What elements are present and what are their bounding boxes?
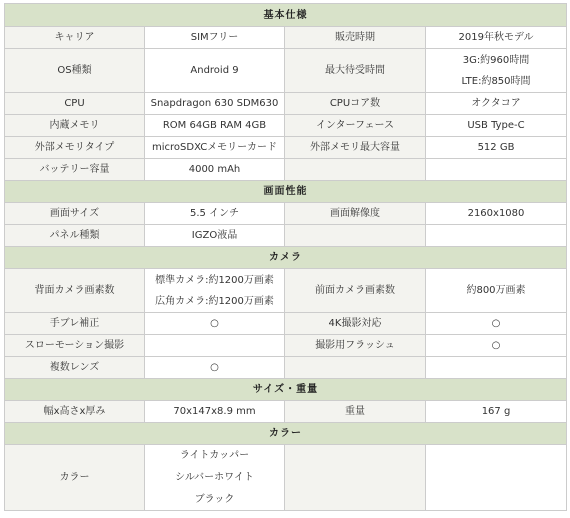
- empty-cell: [426, 445, 567, 511]
- empty-cell: [285, 225, 426, 247]
- os-label: OS種類: [5, 49, 145, 93]
- table-row: [5, 115, 567, 137]
- stabilizer-value: ○: [145, 313, 285, 335]
- standby-3g-value: 3G:約960時間: [462, 54, 530, 66]
- color-option: シルバーホワイト: [175, 472, 254, 483]
- standby-value: [426, 49, 567, 93]
- ext-memory-max-value: 512 GB: [426, 137, 567, 159]
- standby-label: 最大待受時間: [285, 49, 426, 93]
- spec-table: [4, 3, 567, 511]
- multi-lens-value: ○: [145, 357, 285, 379]
- memory-value: ROM 64GB RAM 4GB: [145, 115, 285, 137]
- video-4k-label: 4K撮影対応: [285, 313, 426, 335]
- weight-label: 重量: [285, 401, 426, 423]
- table-row: [5, 27, 567, 49]
- cpu-cores-value: オクタコア: [426, 93, 567, 115]
- section-row: [5, 181, 567, 203]
- ext-memory-type-label: 外部メモリタイプ: [5, 137, 145, 159]
- screen-size-value: 5.5 インチ: [145, 203, 285, 225]
- dimensions-label: 幅x高さx厚み: [5, 401, 145, 423]
- color-option: ライトカッパー: [179, 450, 250, 461]
- dimensions-value: 70x147x8.9 mm: [145, 401, 285, 423]
- resolution-label: 画面解像度: [285, 203, 426, 225]
- rear-camera-value: [145, 269, 285, 313]
- table-row: [5, 335, 567, 357]
- table-row: [5, 313, 567, 335]
- video-4k-value: ○: [426, 313, 567, 335]
- rear-camera-label: 背面カメラ画素数: [5, 269, 145, 313]
- release-label: 販売時期: [285, 27, 426, 49]
- empty-cell: [285, 357, 426, 379]
- stabilizer-label: 手ブレ補正: [5, 313, 145, 335]
- rear-camera-wide: 広角カメラ:約1200万画素: [155, 295, 274, 307]
- section-header-size: サイズ・重量: [5, 379, 567, 401]
- multi-lens-label: 複数レンズ: [5, 357, 145, 379]
- table-row: [5, 445, 567, 511]
- cpu-cores-label: CPUコア数: [285, 93, 426, 115]
- section-row: [5, 247, 567, 269]
- weight-value: 167 g: [426, 401, 567, 423]
- section-row: [5, 423, 567, 445]
- section-header-color: カラー: [5, 423, 567, 445]
- color-option: ブラック: [194, 494, 235, 505]
- panel-type-label: パネル種類: [5, 225, 145, 247]
- table-row: [5, 93, 567, 115]
- front-camera-value: 約800万画素: [426, 269, 567, 313]
- panel-type-value: IGZO液晶: [145, 225, 285, 247]
- table-row: [5, 357, 567, 379]
- standby-lte-value: LTE:約850時間: [461, 75, 531, 87]
- table-row: [5, 137, 567, 159]
- table-row: [5, 225, 567, 247]
- carrier-value: SIMフリー: [145, 27, 285, 49]
- resolution-value: 2160x1080: [426, 203, 567, 225]
- slow-motion-label: スローモーション撮影: [5, 335, 145, 357]
- battery-label: バッテリー容量: [5, 159, 145, 181]
- empty-cell: [285, 159, 426, 181]
- battery-value: 4000 mAh: [145, 159, 285, 181]
- os-value: Android 9: [145, 49, 285, 93]
- section-row: [5, 379, 567, 401]
- section-header-screen: 画面性能: [5, 181, 567, 203]
- table-row: [5, 401, 567, 423]
- memory-label: 内蔵メモリ: [5, 115, 145, 137]
- interface-value: USB Type-C: [426, 115, 567, 137]
- table-row: [5, 203, 567, 225]
- front-camera-label: 前面カメラ画素数: [285, 269, 426, 313]
- empty-cell: [426, 159, 567, 181]
- table-row: [5, 159, 567, 181]
- empty-cell: [426, 225, 567, 247]
- screen-size-label: 画面サイズ: [5, 203, 145, 225]
- cpu-value: Snapdragon 630 SDM630: [145, 93, 285, 115]
- flash-label: 撮影用フラッシュ: [285, 335, 426, 357]
- cpu-label: CPU: [5, 93, 145, 115]
- flash-value: ○: [426, 335, 567, 357]
- empty-cell: [426, 357, 567, 379]
- color-values: [145, 445, 285, 511]
- table-row: [5, 49, 567, 93]
- color-label: カラー: [5, 445, 145, 511]
- table-row: [5, 269, 567, 313]
- section-row: [5, 4, 567, 27]
- slow-motion-value: [145, 335, 285, 357]
- section-header-camera: カメラ: [5, 247, 567, 269]
- release-value: 2019年秋モデル: [426, 27, 567, 49]
- empty-cell: [285, 445, 426, 511]
- interface-label: インターフェース: [285, 115, 426, 137]
- rear-camera-standard: 標準カメラ:約1200万画素: [155, 274, 274, 286]
- section-header-basic: 基本仕様: [5, 4, 567, 27]
- ext-memory-type-value: microSDXCメモリーカード: [145, 137, 285, 159]
- ext-memory-max-label: 外部メモリ最大容量: [285, 137, 426, 159]
- carrier-label: キャリア: [5, 27, 145, 49]
